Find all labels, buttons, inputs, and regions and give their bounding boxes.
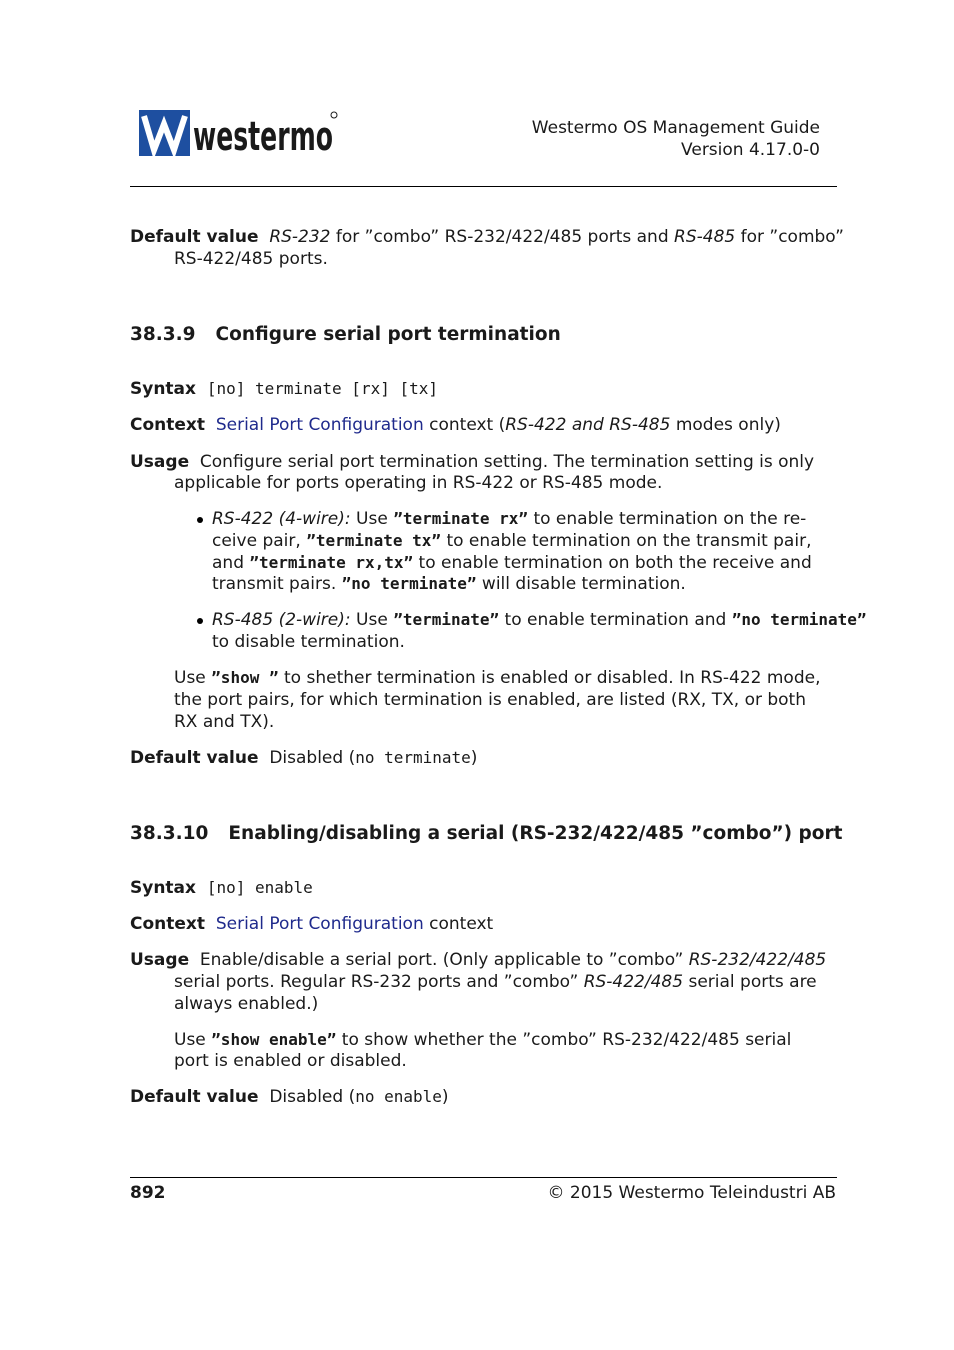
usage-line1: Usage Configure serial port termination setting. The termination setting is only xyxy=(130,452,815,472)
copyright: © 2015 Westermo Teleindustri AB xyxy=(547,1183,836,1203)
default-value-label: Default value xyxy=(130,227,259,247)
show-line2: the port pairs, for which termination is enabled, are listed (RX, TX, or both xyxy=(174,690,806,710)
page-number: 892 xyxy=(130,1183,166,1203)
copyright-icon: © xyxy=(547,1183,565,1203)
syntax-code: [no] enable xyxy=(206,878,313,897)
footer-rule xyxy=(130,1177,837,1178)
show-line1: Use ”show ” to shether termination is enabled or disabled. In RS-422 mode, xyxy=(174,668,821,688)
top-default-line1: Default value RS-232 for ”combo” RS-232/422/485 ports and RS-485 for ”combo” xyxy=(130,227,844,247)
usage-line3: always enabled.) xyxy=(174,994,319,1014)
section-heading-38-3-10: 38.3.10 Enabling/disabling a serial (RS-232/422/485 ”combo”) port xyxy=(130,823,843,844)
guide-version: Version 4.17.0-0 xyxy=(681,140,820,160)
svg-text:westermo: westermo xyxy=(193,114,333,160)
bullet2-line2: to disable termination. xyxy=(212,632,405,652)
serial-port-configuration-link[interactable]: Serial Port Configuration xyxy=(215,914,424,934)
westermo-logo xyxy=(139,110,339,163)
show-line2: port is enabled or disabled. xyxy=(174,1051,407,1071)
context-line: Context Serial Port Configuration context (RS-422 and RS-485 modes only) xyxy=(130,415,781,435)
bullet-icon xyxy=(197,517,203,523)
guide-title: Westermo OS Management Guide xyxy=(531,118,820,138)
header-rule xyxy=(130,186,837,187)
syntax-line: Syntax [no] enable xyxy=(130,878,313,898)
top-default-line2: RS-422/485 ports. xyxy=(174,249,328,269)
usage-line2: applicable for ports operating in RS-422 or RS-485 mode. xyxy=(174,473,663,493)
show-line3: RX and TX). xyxy=(174,712,275,732)
bullet1-line2: ceive pair, ”terminate tx” to enable termination on the transmit pair, xyxy=(212,531,812,551)
bullet2-line1: RS-485 (2-wire): Use ”terminate” to enable termination and ”no terminate” xyxy=(212,610,867,630)
context-line: Context Serial Port Configuration context xyxy=(130,914,494,934)
bullet1-line1: RS-422 (4-wire): Use ”terminate rx” to enable termination on the re- xyxy=(212,509,807,529)
default-value-line: Default value Disabled (no enable) xyxy=(130,1087,449,1107)
bullet1-line4: transmit pairs. ”no terminate” will disable termination. xyxy=(212,574,686,594)
syntax-code: [no] terminate [rx] [tx] xyxy=(206,379,438,398)
bullet-icon xyxy=(197,618,203,624)
show-line1: Use ”show enable” to show whether the ”combo” RS-232/422/485 serial xyxy=(174,1030,792,1050)
serial-port-configuration-link[interactable]: Serial Port Configuration xyxy=(215,415,424,435)
syntax-line: Syntax [no] terminate [rx] [tx] xyxy=(130,379,438,399)
default-value-line: Default value Disabled (no terminate) xyxy=(130,748,478,768)
section-heading-38-3-9: 38.3.9 Configure serial port termination xyxy=(130,324,561,345)
westermo-logo-icon xyxy=(139,110,339,158)
usage-line2: serial ports. Regular RS-232 ports and ”combo” RS-422/485 serial ports are xyxy=(174,972,817,992)
bullet1-line3: and ”terminate rx,tx” to enable termination on both the receive and xyxy=(212,553,812,573)
usage-line1: Usage Enable/disable a serial port. (Only applicable to ”combo” RS-232/422/485 xyxy=(130,950,827,970)
